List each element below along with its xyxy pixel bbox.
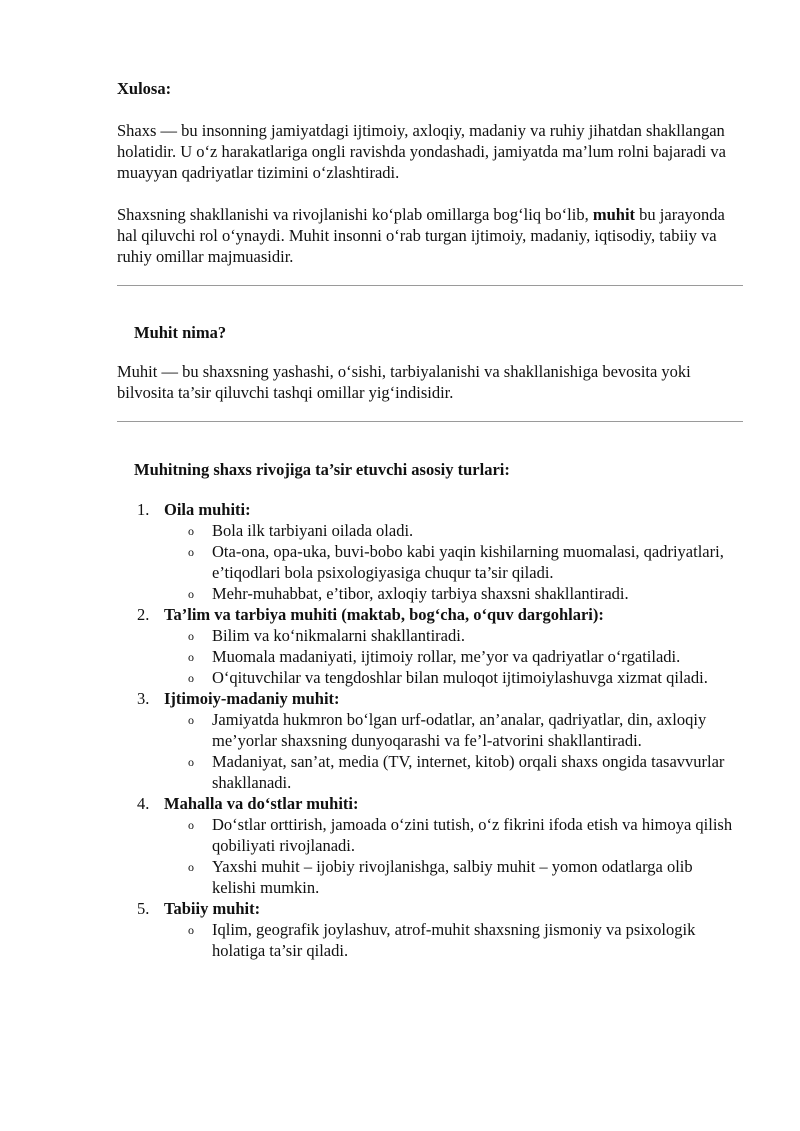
document-page xyxy=(117,78,743,961)
list-item-title-text: Oila muhiti: xyxy=(164,500,251,519)
xulosa-p2-start: Shaxsning shakllanishi va rivojlanishi ko‘plab omillarga bog‘liq bo‘lib, xyxy=(117,205,593,224)
bullet-icon: o xyxy=(188,713,194,727)
bullet-icon: o xyxy=(188,860,194,874)
sub-list-item xyxy=(117,919,743,961)
sub-list-item-text: Madaniyat, san’at, media (TV, internet, kitob) orqali shaxs ongida tasavvurlar shakllanadi. xyxy=(212,752,725,792)
sub-list-item-text: Yaxshi muhit – ijobiy rivojlanishga, salbiy muhit – yomon odatlarga olib kelishi mumkin. xyxy=(212,857,693,897)
bullet-icon: o xyxy=(188,545,194,559)
xulosa-p2-bold: muhit xyxy=(592,205,636,224)
horizontal-rule xyxy=(117,285,743,286)
list-item-number: 4. xyxy=(137,794,150,813)
xulosa-p2-end: bu jarayonda hal qiluvchi rol o‘ynaydi. Muhit insonni o‘rab turgan ijtimoiy, madaniy, iqtisodiy, tabiiy va ruhiy omillar majmuasidir. xyxy=(117,205,725,266)
sub-list xyxy=(117,520,743,604)
sub-list-item xyxy=(117,751,743,793)
sub-list-item-text: Do‘stlar orttirish, jamoada o‘zini tutish, o‘z fikrini ifoda etish va himoya qilish qobiliyati rivojlanadi. xyxy=(212,815,733,855)
sub-list xyxy=(117,814,743,898)
bullet-icon: o xyxy=(188,818,194,832)
bullet-icon: o xyxy=(188,629,194,643)
bullet-icon: o xyxy=(188,524,194,538)
sub-list-item xyxy=(117,709,743,751)
list-item xyxy=(117,793,743,898)
sub-list-item-text: Ota-ona, opa-uka, buvi-bobo kabi yaqin kishilarning muomalasi, qadriyatlari, e’tiqodlari bola psixologiyasiga chuqur ta’sir qiladi. xyxy=(212,542,724,582)
list-item xyxy=(117,499,743,604)
muhit-nima-heading: Muhit nima? xyxy=(134,323,227,342)
sub-list-item xyxy=(117,583,743,604)
list-item-title-text: Tabiiy muhit: xyxy=(164,899,261,918)
list-item-title-text: Ta’lim va tarbiya muhiti (maktab, bog‘cha, o‘quv dargohlari): xyxy=(164,605,604,624)
sub-list-item-text: Bola ilk tarbiyani oilada oladi. xyxy=(212,521,414,540)
muhit-nima-paragraph: Muhit — bu shaxsning yashashi, o‘sishi, tarbiyalanishi va shakllanishiga bevosita yoki bilvosita ta’sir qiluvchi tashqi omillar yig‘indisidir. xyxy=(117,362,691,402)
bullet-icon: o xyxy=(188,650,194,664)
sub-list-item-text: O‘qituvchilar va tengdoshlar bilan muloqot ijtimoiylashuvga xizmat qiladi. xyxy=(212,668,708,687)
sub-list-item-text: Muomala madaniyati, ijtimoiy rollar, me’yor va qadriyatlar o‘rgatiladi. xyxy=(212,647,681,666)
sub-list xyxy=(117,625,743,688)
sub-list-item-text: Jamiyatda hukmron bo‘lgan urf-odatlar, an’analar, qadriyatlar, din, axloqiy me’yorlar shaxsning dunyoqarashi va fe’l-atvorini shakllantiradi. xyxy=(212,710,707,750)
list-item-title xyxy=(117,898,743,919)
list-item-number: 3. xyxy=(137,689,150,708)
sub-list-item xyxy=(117,856,743,898)
sub-list xyxy=(117,709,743,793)
list-item-title-text: Mahalla va do‘stlar muhiti: xyxy=(164,794,359,813)
list-item-title xyxy=(117,604,743,625)
sub-list-item-text: Mehr-muhabbat, e’tibor, axloqiy tarbiya shaxsni shakllantiradi. xyxy=(212,584,629,603)
sub-list-item xyxy=(117,667,743,688)
bullet-icon: o xyxy=(188,923,194,937)
sub-list-item xyxy=(117,814,743,856)
list-item-number: 2. xyxy=(137,605,150,624)
sub-list-item xyxy=(117,625,743,646)
turlari-list xyxy=(117,499,743,961)
sub-list-item xyxy=(117,520,743,541)
sub-list-item xyxy=(117,541,743,583)
xulosa-paragraph-1: Shaxs — bu insonning jamiyatdagi ijtimoiy, axloqiy, madaniy va ruhiy jihatdan shakllangan holatidir. U o‘z harakatlariga ongli ravishda yondashadi, jamiyatda ma’lum rolni bajaradi va muayyan qadriyatlar tizimini o‘zlashtiradi. xyxy=(117,121,726,182)
list-item-number: 5. xyxy=(137,899,150,918)
turlari-heading: Muhitning shaxs rivojiga ta’sir etuvchi asosiy turlari: xyxy=(134,460,510,479)
horizontal-rule xyxy=(117,421,743,422)
list-item xyxy=(117,688,743,793)
list-item-title xyxy=(117,499,743,520)
list-item-title xyxy=(117,688,743,709)
sub-list-item-text: Bilim va ko‘nikmalarni shakllantiradi. xyxy=(212,626,465,645)
list-item-title xyxy=(117,793,743,814)
xulosa-heading: Xulosa: xyxy=(117,79,172,98)
xulosa-paragraph-2 xyxy=(117,204,743,267)
list-item-title-text: Ijtimoiy-madaniy muhit: xyxy=(164,689,340,708)
list-item xyxy=(117,898,743,961)
bullet-icon: o xyxy=(188,755,194,769)
list-item-number: 1. xyxy=(137,500,150,519)
sub-list-item-text: Iqlim, geografik joylashuv, atrof-muhit shaxsning jismoniy va psixologik holatiga ta’sir qiladi. xyxy=(212,920,696,960)
list-item xyxy=(117,604,743,688)
bullet-icon: o xyxy=(188,671,194,685)
sub-list-item xyxy=(117,646,743,667)
bullet-icon: o xyxy=(188,587,194,601)
sub-list xyxy=(117,919,743,961)
